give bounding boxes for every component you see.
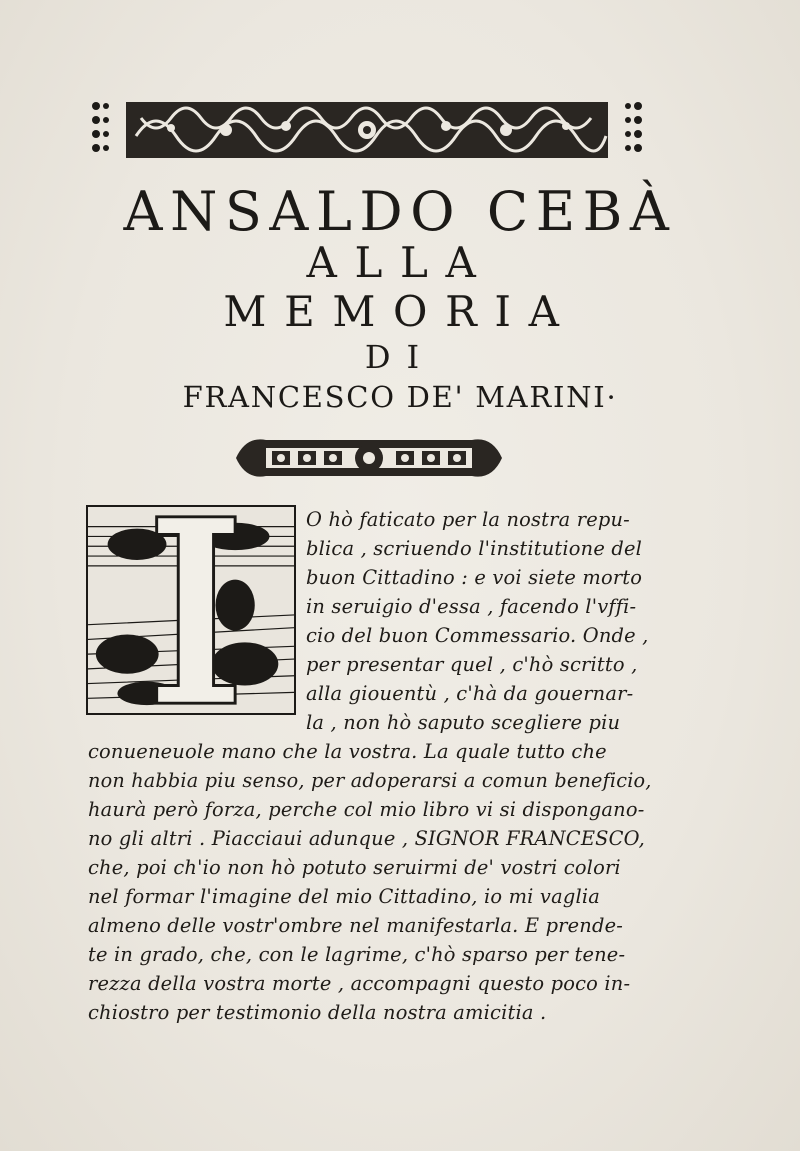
title-author: ANSALDO CEBÀ	[123, 180, 677, 243]
body-line: che, poi ch'io non hò potuto seruirmi de' vostri colori	[88, 856, 621, 879]
body-line: la , non hò saputo scegliere piu	[306, 711, 621, 734]
body-line: almeno delle vostr'ombre nel manifestarla. E prende-	[88, 914, 624, 937]
body-line: blica , scriuendo l'institutione del	[306, 537, 643, 560]
body-line: per presentar quel , c'hò scritto ,	[306, 653, 638, 676]
body-line: alla giouentù , c'hà da gouernar-	[306, 682, 634, 705]
body-line: non habbia piu senso, per adoperarsi a comun beneficio,	[88, 769, 652, 792]
body-line: nel formar l'imagine del mio Cittadino, io mi vaglia	[88, 885, 600, 908]
body-line: chiostro per testimonio della nostra amicitia .	[88, 1001, 547, 1024]
woodcut-initial	[86, 505, 296, 715]
body-line: O hò faticato per la nostra repu-	[306, 508, 630, 531]
body-line: cio del buon Commessario. Onde ,	[306, 624, 649, 647]
body-line: haurà però forza, perche col mio libro vi si dispongano-	[88, 798, 645, 821]
title-di: DI	[364, 338, 436, 376]
title-memoria: MEMORIA	[223, 287, 577, 336]
body-line: buon Cittadino : e voi siete morto	[306, 566, 643, 589]
body-line: no gli altri . Piacciaui adunque , SIGNOR FRANCESCO,	[88, 827, 645, 850]
body-line: in seruigio d'essa , facendo l'vffi-	[306, 595, 637, 618]
header-ornament-band	[86, 96, 648, 166]
body-line: conueneuole mano che la vostra. La quale tutto che	[88, 740, 607, 763]
body-line: rezza della vostra morte , accompagni questo poco in-	[88, 972, 631, 995]
title-alla: ALLA	[306, 238, 494, 287]
title-dedicatee: FRANCESCO DE' MARINI·	[182, 380, 618, 414]
body-line: te in grado, che, con le lagrime, c'hò sparso per tene-	[88, 943, 626, 966]
mid-ornament	[226, 430, 512, 486]
